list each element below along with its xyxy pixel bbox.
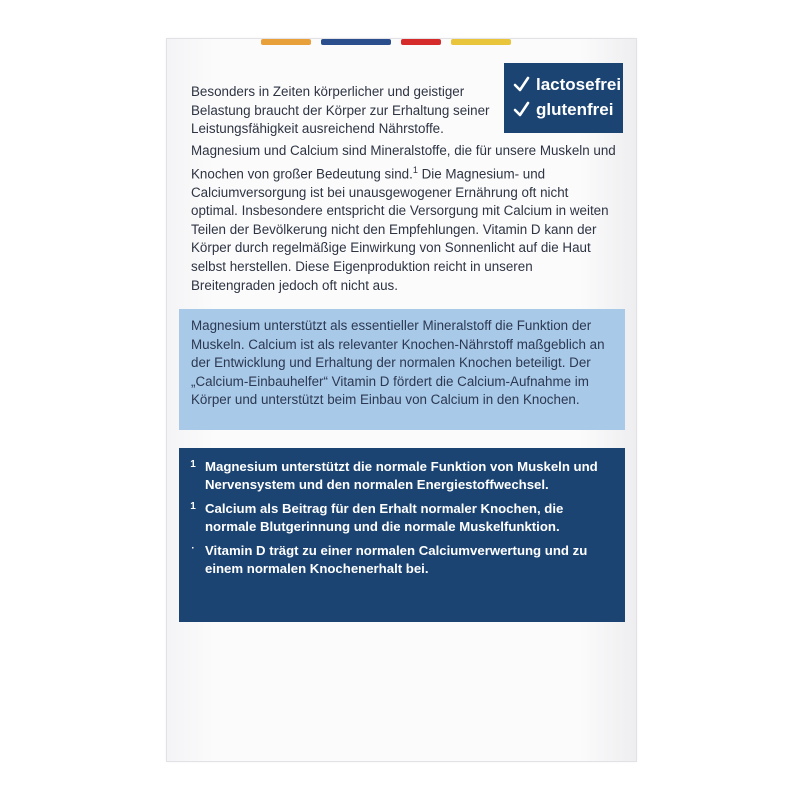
- footnote-text: Vitamin D trägt zu einer normalen Calciumverwertung und zu einem normalen Knochenerhalt bei.: [205, 542, 588, 577]
- footnote-ref: 1: [412, 164, 418, 175]
- highlight-text: Magnesium unterstützt als essentieller Mineralstoff die Funktion der Muskeln. Calcium ist als relevanter Knochen-Nährstoff maßgeblich an der Entwicklung und Erhaltung der normalen Knochen beteiligt. Der „Calcium-Einbauhelfer“ Vitamin D fördert die Calcium-Aufnahme im Körper und unterstützt beim Einbau von Calcium in den Knochen.: [191, 318, 605, 408]
- intro-text: Besonders in Zeiten körperlicher und geistiger Belastung braucht der Körper zur Erhaltung seiner Leistungsfähigkeit ausreichend Nährstoffe.: [191, 84, 490, 137]
- footnote-text: Magnesium unterstützt die normale Funktion von Muskeln und Nervensystem und den normalen Energiestoffwechsel.: [205, 459, 598, 493]
- top-print-strip: [261, 39, 531, 51]
- badge-gluten-label: glutenfrei: [536, 100, 614, 119]
- health-claims-box: [179, 448, 625, 622]
- main-text-part1: Magnesium und Calcium sind Mineralstoffe, die für unsere Muskeln und Knochen von großer Bedeutung sind.: [191, 143, 616, 182]
- highlight-box: [179, 309, 625, 430]
- footnote-text: Calcium als Beitrag für den Erhalt normaler Knochen, die normale Blutgerinnung und die normale Muskelfunktion.: [205, 500, 564, 535]
- lactose-gluten-free-badge: [504, 63, 623, 133]
- product-box-back: [166, 38, 637, 762]
- badge-lactose-label: lactosefrei: [536, 75, 622, 94]
- checkmark-icon: [513, 101, 530, 118]
- main-text-part2: Die Magnesium- und Calciumversorgung ist bei unausgewogener Ernährung oft nicht optimal. Insbesondere entspricht die Versorgung mit Calcium in weiten Teilen der Bevölkerung nicht den Empfehlungen. Vitamin D kann der Körper durch regelmäßige Einwirkung von Sonnenlicht auf die Haut selbst herstellen. Diese Eigenproduktion reicht in unseren Breitengraden jedoch oft nicht aus.: [191, 166, 609, 293]
- main-paragraph: [191, 142, 616, 295]
- checkmark-icon: [513, 76, 530, 93]
- footnote-item: [185, 500, 625, 537]
- footnote-mark: ·: [191, 542, 195, 554]
- badge-line-lactose: [513, 72, 623, 97]
- footnote-item: [185, 542, 625, 579]
- footnote-mark: 1: [190, 500, 196, 512]
- badge-line-gluten: [513, 97, 623, 122]
- footnote-item: [185, 458, 625, 495]
- footnote-mark: 1: [190, 459, 196, 470]
